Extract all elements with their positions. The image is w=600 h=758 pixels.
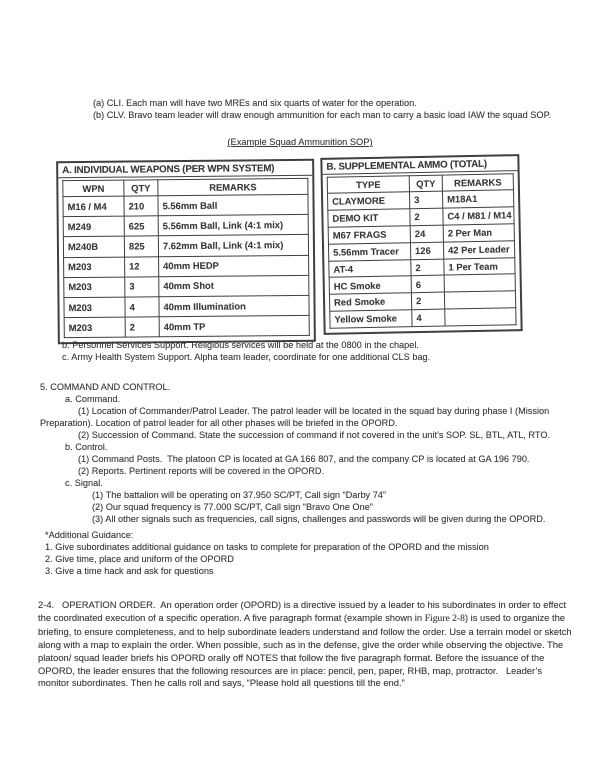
table-cell: M240B	[63, 236, 124, 257]
table-cell: 2 Per Man	[443, 223, 514, 241]
table-cell: 5.56mm Ball	[158, 194, 308, 216]
operation-order-paragraph	[38, 599, 575, 690]
table-cell: 6	[411, 275, 444, 293]
table-cell: M203	[64, 297, 125, 318]
para-2-4-text-after: ) is used to organize the briefing, to ensure completeness, and to help subordinate leaders understand and follow the order. Use a terrain model or sketch along with a map to explain the order. When possible, such as in the defense, give the order while observing the objective. The platoon/ squad leader briefs his OPORD orally off NOTES that follow the five paragraph format. Before the issuance of the OPORD, the leader ensures that the following resources are in place: pencil, pen, paper, RHB, map, protractor. Leader’s monitor subordinates. Then he calls roll and says, “Please hold all questions till the end.”	[38, 611, 575, 689]
para-2-4-text-before: 2-4. OPERATION ORDER. An operation order (OPORD) is a directive issued by a leader to his subordinates in order to effect the coordinated execution of a specific operation. A five paragraph format (example shown in	[38, 599, 569, 623]
table-cell: 5.56mm Tracer	[328, 242, 410, 260]
table-cell: 12	[125, 256, 159, 277]
table-cell: 1 Per Team	[444, 257, 515, 275]
table-b-title: B. SUPPLEMENTAL AMMO (TOTAL)	[322, 156, 517, 175]
guidance-heading: *Additional Guidance:	[45, 530, 134, 540]
table-a-body	[58, 176, 314, 343]
table-cell: 2	[411, 259, 444, 277]
table-row	[63, 194, 308, 217]
table-cell: 40mm Shot	[159, 275, 309, 297]
intro-paragraphs	[93, 97, 593, 121]
table-cell: C4 / M81 / M14	[443, 207, 514, 225]
table-cell: 24	[410, 225, 443, 243]
table-cell: 4	[412, 309, 445, 327]
table-row	[64, 295, 309, 318]
support-line-c: c. Army Health System Support. Alpha team leader, coordinate for one additional CLS bag.	[62, 352, 431, 362]
guidance-item-3: 3. Give a time hack and ask for questions	[45, 566, 214, 576]
table-cell: M249	[63, 216, 124, 237]
table-cell: 3	[409, 191, 442, 209]
table-cell: M203	[64, 257, 125, 278]
section5-control-2: (2) Reports. Pertinent reports will be covered in the OPORD.	[78, 466, 325, 476]
intro-line-b: (b) CLV. Bravo team leader will draw enough ammunition for each man to carry a basic load IAW the squad SOP.	[93, 110, 552, 120]
table-cell: Yellow Smoke	[330, 310, 412, 328]
table-cell: Red Smoke	[329, 293, 411, 311]
table-cell: M67 FRAGS	[328, 225, 410, 243]
table-cell: M203	[64, 277, 125, 298]
section5-control: b. Control.	[65, 442, 108, 452]
table-cell: M16 / M4	[63, 196, 124, 217]
section5-signal-2: (2) Our squad frequency is 77.000 SC/PT, Call sign “Bravo One One”	[92, 502, 373, 512]
table-a-title: A. INDIVIDUAL WEAPONS (PER WPN SYSTEM)	[58, 161, 312, 178]
table-cell: 4	[125, 297, 159, 318]
section5-signal: c. Signal.	[65, 478, 103, 488]
table-cell: 625	[124, 216, 158, 237]
section5-command-1: (1) Location of Commander/Patrol Leader. The patrol leader will be located in the squad bay during phase I (Mission Preparation). Location of patrol leader for all other phases will be briefed in the OPORD.	[40, 406, 552, 428]
section5-control-1: (1) Command Posts. The platoon CP is located at GA 166 807, and the company CP is located at GA 196 790.	[78, 454, 530, 464]
table-cell: CLAYMORE	[327, 192, 409, 210]
table-individual-weapons	[56, 159, 316, 345]
table-cell: 2	[125, 317, 159, 338]
table-row	[63, 215, 308, 238]
col-header-qty: QTY	[409, 175, 442, 192]
table-cell: 5.56mm Ball, Link (4:1 mix)	[158, 215, 308, 237]
table-row	[64, 255, 309, 278]
table-cell: 2	[411, 292, 444, 310]
table-cell	[444, 274, 515, 292]
table-cell: HC Smoke	[329, 276, 411, 294]
table-cell: 7.62mm Ball, Link (4:1 mix)	[158, 235, 308, 257]
col-header-remarks: REMARKS	[158, 178, 308, 195]
section5-heading: 5. COMMAND AND CONTROL.	[40, 382, 171, 392]
support-paragraphs	[62, 339, 572, 363]
section5-command-2: (2) Succession of Command. State the succession of command if not covered in the unit’s SOP. SL, BTL, ATL, RTO.	[78, 430, 551, 440]
table-cell: 40mm Illumination	[159, 295, 309, 317]
table-cell: 42 Per Leader	[443, 240, 514, 258]
table-cell: 825	[124, 236, 158, 257]
table-cell: AT-4	[329, 259, 411, 277]
table-cell: 3	[125, 277, 159, 298]
table-cell	[445, 308, 516, 326]
table-cell: DEMO KIT	[328, 209, 410, 227]
col-header-qty: QTY	[124, 180, 158, 196]
table-row	[330, 308, 516, 328]
additional-guidance-section	[45, 529, 585, 577]
support-line-b: b. Personnel Services Support. Religious services will be held at the 0800 in the chapel.	[62, 340, 419, 350]
command-and-control-section	[40, 381, 600, 525]
table-cell: 126	[410, 242, 443, 260]
table-cell: 210	[124, 196, 158, 217]
guidance-item-1: 1. Give subordinates additional guidance on tasks to complete for preparation of the OPORD and the mission	[45, 542, 489, 552]
guidance-item-2: 2. Give time, place and uniform of the OPORD	[45, 554, 234, 564]
table-row	[63, 235, 308, 258]
col-header-wpn: WPN	[63, 180, 124, 197]
table-cell: M203	[64, 317, 125, 338]
table-b-body	[323, 171, 521, 333]
table-cell: 40mm TP	[159, 315, 309, 337]
figure-2-8-reference: Figure 2-8	[424, 612, 465, 624]
intro-line-a: (a) CLI. Each man will have two MREs and six quarts of water for the operation.	[93, 98, 417, 108]
table-cell	[444, 291, 515, 309]
tables-caption: (Example Squad Ammunition SOP)	[227, 137, 373, 147]
section5-signal-1: (1) The battalion will be operating on 37.950 SC/PT, Call sign “Darby 74”	[92, 490, 386, 500]
table-cell: M18A1	[442, 190, 513, 208]
table-cell: 2	[410, 208, 443, 226]
table-row	[64, 315, 309, 338]
col-header-remarks: REMARKS	[442, 174, 513, 191]
table-supplemental-ammo	[320, 154, 522, 335]
table-cell: 40mm HEDP	[159, 255, 309, 277]
table-row	[64, 275, 309, 298]
col-header-type: TYPE	[327, 176, 409, 194]
section5-command: a. Command.	[65, 394, 121, 404]
section5-signal-3: (3) All other signals such as frequencies, call signs, challenges and passwords will be given during the OPORD.	[92, 514, 546, 524]
